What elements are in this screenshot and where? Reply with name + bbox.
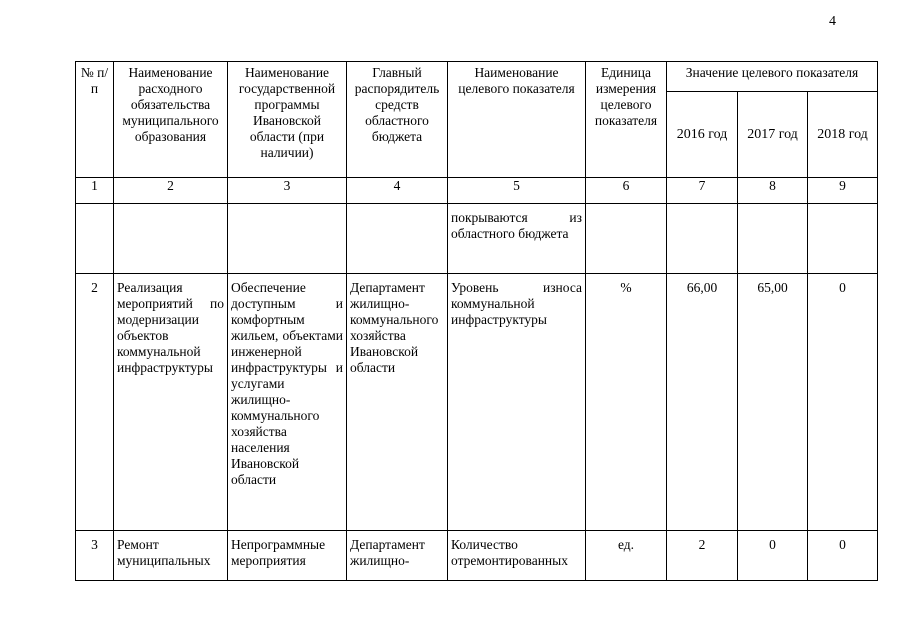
header-year-2016: 2016 год (667, 92, 738, 178)
header-target-value: Значение целевого показателя (667, 62, 878, 92)
column-number: 8 (738, 178, 808, 204)
row-obligation (114, 204, 228, 274)
row-indicator: Количество отремонтированных (448, 531, 586, 581)
row-value-2016 (667, 204, 738, 274)
header-indicator: Наименование целевого показателя (448, 62, 586, 178)
row-manager: Департамент жилищно- (347, 531, 448, 581)
page-number: 4 (829, 14, 836, 29)
header-year-2018: 2018 год (808, 92, 878, 178)
row-value-2016: 66,00 (667, 274, 738, 531)
header-row (76, 62, 878, 92)
row-unit: % (586, 274, 667, 531)
table-row (76, 274, 878, 531)
row-program: Непрограммные мероприятия (228, 531, 347, 581)
column-number: 5 (448, 178, 586, 204)
header-obligation: Наименование расходного обязательства муниципального образования (114, 62, 228, 178)
row-program (228, 204, 347, 274)
row-unit: ед. (586, 531, 667, 581)
row-value-2018: 0 (808, 531, 878, 581)
column-numbers-row (76, 178, 878, 204)
column-number: 9 (808, 178, 878, 204)
row-indicator: покрываются из областного бюджета (448, 204, 586, 274)
row-manager: Департамент жилищно-коммунального хозяйства Ивановской области (347, 274, 448, 531)
header-number: № п/п (76, 62, 114, 178)
column-number: 2 (114, 178, 228, 204)
header-program: Наименование государственной программы Ивановской области (при наличии) (228, 62, 347, 178)
row-number: 2 (76, 274, 114, 531)
row-value-2017: 0 (738, 531, 808, 581)
column-number: 6 (586, 178, 667, 204)
row-obligation: Реализация мероприятий по модернизации объектов коммунальной инфраструктуры (114, 274, 228, 531)
column-number: 4 (347, 178, 448, 204)
header-manager: Главный распорядитель средств областного бюджета (347, 62, 448, 178)
column-number: 7 (667, 178, 738, 204)
row-obligation: Ремонт муниципальных (114, 531, 228, 581)
row-number: 3 (76, 531, 114, 581)
row-unit (586, 204, 667, 274)
row-manager (347, 204, 448, 274)
table-row (76, 531, 878, 581)
row-program: Обеспечение доступным и комфортным жильем, объектами инженерной инфраструктуры и услугами жилищно-коммунального хозяйства населения Ивановской области (228, 274, 347, 531)
row-indicator: Уровень износа коммунальной инфраструктуры (448, 274, 586, 531)
column-number: 3 (228, 178, 347, 204)
header-year-2017: 2017 год (738, 92, 808, 178)
header-unit: Единица измерения целевого показателя (586, 62, 667, 178)
column-number: 1 (76, 178, 114, 204)
row-value-2017 (738, 204, 808, 274)
row-value-2018: 0 (808, 274, 878, 531)
target-indicators-table (75, 61, 878, 581)
row-value-2017: 65,00 (738, 274, 808, 531)
row-value-2018 (808, 204, 878, 274)
row-number (76, 204, 114, 274)
table-row (76, 204, 878, 274)
row-value-2016: 2 (667, 531, 738, 581)
